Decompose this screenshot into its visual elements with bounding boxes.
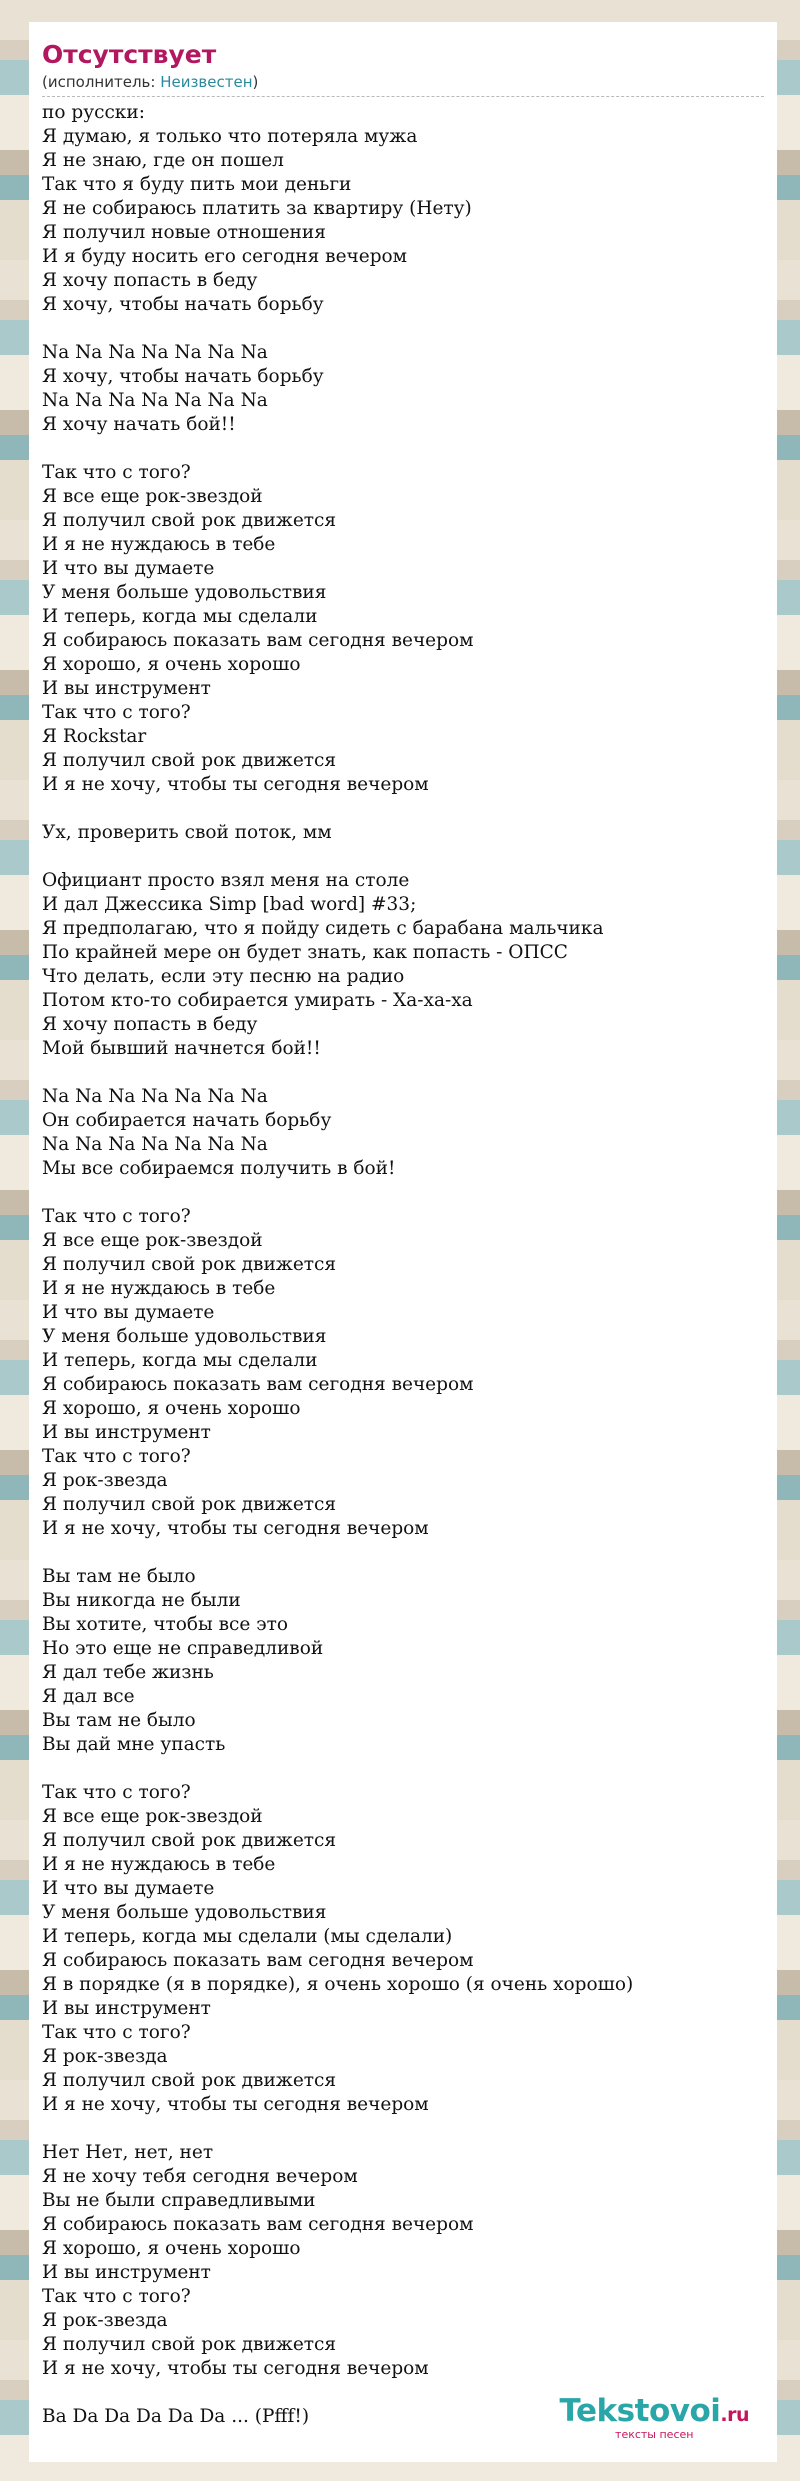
lyrics-line: Так что с того?: [42, 702, 191, 723]
lyrics-line: И вы инструмент: [42, 2262, 211, 2283]
lyrics-line: Я не собираюсь платить за квартиру (Нету): [42, 198, 472, 219]
lyrics-line: Я хочу, чтобы начать борьбу: [42, 294, 324, 315]
lyrics-line: Я хочу, чтобы начать борьбу: [42, 366, 324, 387]
lyrics-line: Я рок-звезда: [42, 2046, 168, 2067]
lyrics-blank-line: [42, 1541, 764, 1565]
lyrics-line: Вы не были справедливыми: [42, 2190, 316, 2211]
lyrics-line: Я получил свой рок движется: [42, 1830, 337, 1851]
artist-line: [42, 72, 764, 92]
lyrics-text: [42, 101, 764, 2429]
site-logo[interactable]: [560, 2394, 750, 2441]
lyrics-line: Вы там не было: [42, 1710, 196, 1731]
lyrics-line: Я хорошо, я очень хорошо: [42, 2238, 301, 2259]
lyrics-line: У меня больше удовольствия: [42, 1902, 327, 1923]
lyrics-line: И я не нуждаюсь в тебе: [42, 1278, 276, 1299]
lyrics-line: по русски:: [42, 102, 145, 123]
lyrics-line: И я не нуждаюсь в тебе: [42, 1854, 276, 1875]
logo-tagline: тексты песен: [615, 2428, 694, 2441]
lyrics-line: Na Na Na Na Na Na Na: [42, 1086, 268, 1107]
lyrics-line: Я рок-звезда: [42, 1470, 168, 1491]
lyrics-line: Так что с того?: [42, 2286, 191, 2307]
lyrics-line: Я получил свой рок движется: [42, 750, 337, 771]
lyrics-blank-line: [42, 1757, 764, 1781]
lyrics-blank-line: [42, 845, 764, 869]
lyrics-line: Na Na Na Na Na Na Na: [42, 342, 268, 363]
lyrics-line: Я все еще рок-звездой: [42, 1230, 263, 1251]
lyrics-line: Я хочу попасть в беду: [42, 270, 258, 291]
lyrics-line: И вы инструмент: [42, 1998, 211, 2019]
lyrics-line: Я все еще рок-звездой: [42, 486, 263, 507]
lyrics-line: И я не нуждаюсь в тебе: [42, 534, 276, 555]
lyrics-line: Так что с того?: [42, 1782, 191, 1803]
lyrics-line: Na Na Na Na Na Na Na: [42, 390, 268, 411]
lyrics-line: Нет Нет, нет, нет: [42, 2142, 214, 2163]
lyrics-line: И я буду носить его сегодня вечером: [42, 246, 408, 267]
lyrics-line: Мой бывший начнется бой!!: [42, 1038, 321, 1059]
lyrics-line: Я получил свой рок движется: [42, 1494, 337, 1515]
lyrics-line: У меня больше удовольствия: [42, 582, 327, 603]
lyrics-line: И я не хочу, чтобы ты сегодня вечером: [42, 2358, 429, 2379]
lyrics-line: Я не знаю, где он пошел: [42, 150, 284, 171]
content-card: [29, 22, 777, 2462]
lyrics-line: Вы там не было: [42, 1566, 196, 1587]
lyrics-line: Я в порядке (я в порядке), я очень хорошо (я очень хорошо): [42, 1974, 634, 1995]
lyrics-line: И вы инструмент: [42, 678, 211, 699]
lyrics-line: Ух, проверить свой поток, мм: [42, 822, 332, 843]
song-title: Отсутствует: [42, 40, 217, 69]
lyrics-line: Я получил свой рок движется: [42, 2070, 337, 2091]
lyrics-line: Я получил свой рок движется: [42, 1254, 337, 1275]
lyrics-line: Он собирается начать борьбу: [42, 1110, 332, 1131]
lyrics-line: Я дал тебе жизнь: [42, 1662, 214, 1683]
lyrics-line: Я собираюсь показать вам сегодня вечером: [42, 1950, 474, 1971]
lyrics-line: Я собираюсь показать вам сегодня вечером: [42, 630, 474, 651]
lyrics-line: И теперь, когда мы сделали: [42, 606, 318, 627]
lyrics-line: Я получил новые отношения: [42, 222, 326, 243]
lyrics-blank-line: [42, 317, 764, 341]
logo-wordmark: [560, 2394, 750, 2432]
logo-main-text: Tekstovoi: [559, 2393, 721, 2429]
lyrics-line: Так что я буду пить мои деньги: [42, 174, 352, 195]
artist-link[interactable]: Неизвестен: [160, 73, 253, 91]
lyrics-line: И теперь, когда мы сделали (мы сделали): [42, 1926, 453, 1947]
lyrics-line: И я не хочу, чтобы ты сегодня вечером: [42, 1518, 429, 1539]
lyrics-line: Я хорошо, я очень хорошо: [42, 1398, 301, 1419]
lyrics-line: И что вы думаете: [42, 558, 215, 579]
lyrics-line: Вы хотите, чтобы все это: [42, 1614, 288, 1635]
lyrics-line: Я хорошо, я очень хорошо: [42, 654, 301, 675]
lyrics-blank-line: [42, 437, 764, 461]
lyrics-line: Вы дай мне упасть: [42, 1734, 226, 1755]
lyrics-line: По крайней мере он будет знать, как попасть - ОПСС: [42, 942, 568, 963]
lyrics-line: Ba Da Da Da Da Da ... (Pfff!): [42, 2406, 310, 2427]
lyrics-blank-line: [42, 2117, 764, 2141]
lyrics-line: Я рок-звезда: [42, 2310, 168, 2331]
lyrics-line: Так что с того?: [42, 462, 191, 483]
lyrics-line: Я дал все: [42, 1686, 135, 1707]
logo-tld: .ru: [720, 2404, 749, 2426]
lyrics-line: Я думаю, я только что потеряла мужа: [42, 126, 418, 147]
lyrics-line: И я не хочу, чтобы ты сегодня вечером: [42, 2094, 429, 2115]
artist-prefix: (исполнитель:: [42, 73, 161, 91]
lyrics-line: Я хочу попасть в беду: [42, 1014, 258, 1035]
lyrics-blank-line: [42, 797, 764, 821]
lyrics-blank-line: [42, 1181, 764, 1205]
lyrics-line: Я получил свой рок движется: [42, 2334, 337, 2355]
lyrics-line: Я не хочу тебя сегодня вечером: [42, 2166, 358, 2187]
lyrics-line: Я все еще рок-звездой: [42, 1806, 263, 1827]
lyrics-line: Так что с того?: [42, 2022, 191, 2043]
lyrics-line: Я собираюсь показать вам сегодня вечером: [42, 1374, 474, 1395]
lyrics-line: И что вы думаете: [42, 1302, 215, 1323]
lyrics-line: Мы все собираемся получить в бой!: [42, 1158, 396, 1179]
lyrics-blank-line: [42, 1061, 764, 1085]
lyrics-line: Потом кто-то собирается умирать - Ха-ха-ха: [42, 990, 473, 1011]
lyrics-line: Я собираюсь показать вам сегодня вечером: [42, 2214, 474, 2235]
lyrics-line: Я хочу начать бой!!: [42, 414, 236, 435]
lyrics-line: Официант просто взял меня на столе: [42, 870, 410, 891]
title-divider: [42, 96, 764, 97]
lyrics-line: Я Rockstar: [42, 726, 147, 747]
lyrics-line: Так что с того?: [42, 1206, 191, 1227]
lyrics-line: И я не хочу, чтобы ты сегодня вечером: [42, 774, 429, 795]
lyrics-line: Так что с того?: [42, 1446, 191, 1467]
artist-suffix: ): [252, 73, 259, 91]
lyrics-line: И что вы думаете: [42, 1878, 215, 1899]
lyrics-line: И вы инструмент: [42, 1422, 211, 1443]
lyrics-line: Я получил свой рок движется: [42, 510, 337, 531]
lyrics-line: Я предполагаю, что я пойду сидеть с барабана мальчика: [42, 918, 604, 939]
lyrics-line: У меня больше удовольствия: [42, 1326, 327, 1347]
lyrics-line: И дал Джессика Simp [bad word] #33;: [42, 894, 417, 915]
lyrics-line: Вы никогда не были: [42, 1590, 241, 1611]
lyrics-line: Na Na Na Na Na Na Na: [42, 1134, 268, 1155]
lyrics-line: Что делать, если эту песню на радио: [42, 966, 405, 987]
lyrics-line: Но это еще не справедливой: [42, 1638, 324, 1659]
lyrics-line: И теперь, когда мы сделали: [42, 1350, 318, 1371]
